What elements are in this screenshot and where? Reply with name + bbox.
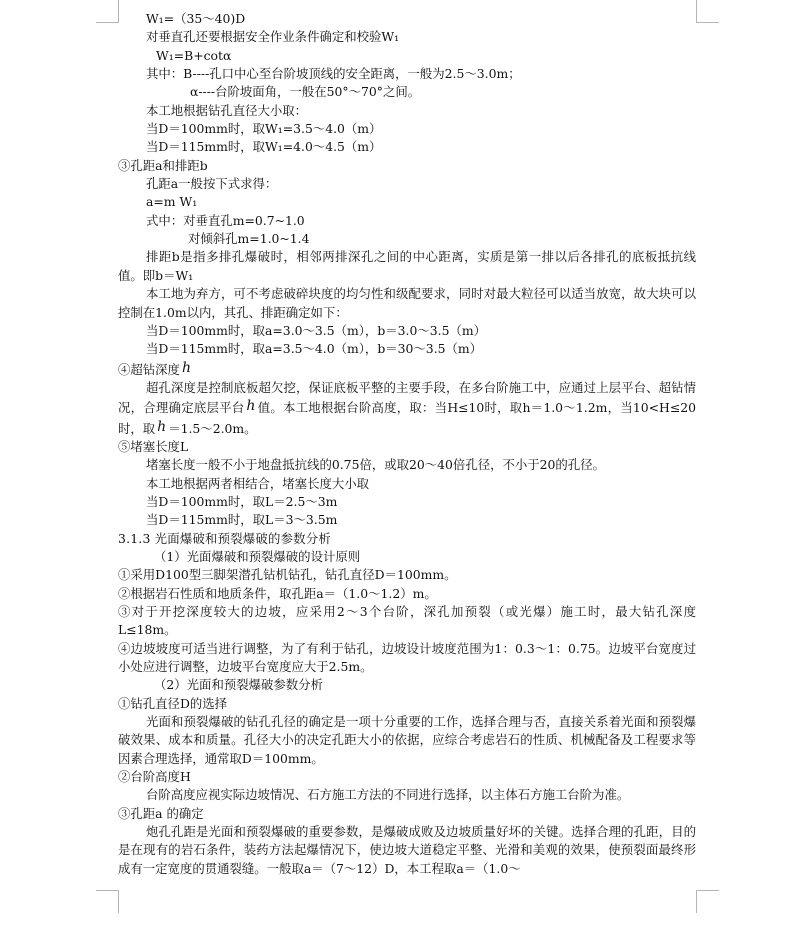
heading-bench-height: ②台阶高度H [118,769,191,785]
paragraph-hole-diameter: 光面和预裂爆破的钻孔孔径的确定是一项十分重要的工作，选择合理与否，直接关系着光面和预裂爆破效果、成本和质量。孔径大小的决定孔距大小的依据，应综合考虑岩石的性质、机械配备及工程要求等因素合理选择，通常取D＝100mm。 [118,714,696,766]
symbol-h: h [246,398,256,415]
text-line: 当D＝100mm时，取L＝2.5～3m [146,493,338,509]
text-line: 对垂直孔还要根据安全作业条件确定和校验W₁ [146,29,400,45]
heading-hole-spacing: ③孔距a和排距b [118,157,208,173]
document-page [118,10,696,878]
paragraph-site-spacing: 本工地为弃方，可不考虑破碎块度的均匀性和级配要求，同时对最大粒径可以适当放宽，故大块可以控制在1.0m以内，其孔、排距确定如下： [118,286,696,320]
heading-hole-diameter: ①钻孔直径D的选择 [118,695,228,711]
text-line: 对倾斜孔m=1.0~1.4 [188,231,310,247]
text-line: 式中：对垂直孔m=0.7~1.0 [146,212,305,228]
text-line: 其中：B----孔口中心至台阶坡顶线的安全距离，一般为2.5～3.0m； [146,66,521,82]
list-item-1: ①采用D100型三脚架潜孔钻机钻孔，钻孔直径D＝100mm。 [118,567,457,583]
heading-subdrill [118,359,696,379]
formula-w1-cot: W₁=B+cotα [156,47,232,63]
list-item-2: ②根据岩石性质和地质条件，取孔距a＝（1.0～1.2）m。 [118,585,437,601]
text-span: ＝1.5～2.0m。 [168,420,257,436]
heading-stemming: ⑤堵塞长度L [118,438,189,454]
text-span: 超孔深度是控制底板超欠挖，保证底板平整的主要手段，在多台阶施工中，应通过上层平台、超钻情况，合理确定底层平台 [118,379,696,416]
text-line: 当D＝100mm时，取W₁=3.5～4.0（m） [146,121,382,137]
paragraph-hole-distance: 炮孔孔距是光面和预裂爆破的重要参数，是爆破成败及边坡质量好坏的关键。选择合理的孔距，目的是在现有的岩石条件，装药方法起爆情况下，使边坡大道稳定平整、光滑和美观的效果，使预裂面最终形成有一定宽度的贯通裂缝。一般取a＝（7～12）D，本工程取a＝（1.0～ [118,824,696,876]
symbol-h: h [181,359,191,376]
subsection-heading-1: （1）光面爆破和预裂爆破的设计原则 [154,548,361,564]
formula-w1-range: W₁=（35～40)D [146,11,246,26]
text-line: 本工地根据钻孔直径大小取： [146,102,308,118]
paragraph-subdrill [118,379,696,438]
formula-a: a=m W₁ [146,194,198,210]
text-line: α----台阶坡面角，一般在50°～70°之间。 [190,84,421,100]
text-line: 当D＝115mm时，取L＝3～3.5m [146,512,338,528]
symbol-h: h [157,418,167,435]
text-line: 当D＝115mm时，取a=3.5～4.0（m），b＝30～3.5（m） [146,341,483,357]
paragraph-bench-height: 台阶高度应视实际边坡情况、石方施工方法的不同进行选择，以主体石方施工台阶为准。 [146,787,630,803]
subsection-heading-2: （2）光面和预裂爆破参数分析 [154,677,323,693]
text-line: 当D＝115mm时，取W₁=4.0～4.5（m） [146,139,382,155]
text-line: 当D＝100mm时，取a=3.0～3.5（m），b＝3.0～3.5（m） [146,322,486,338]
crop-mark-bottom-left [96,890,119,913]
paragraph-row-spacing: 排距b是指多排孔爆破时，相邻两排深孔之间的中心距离，实质是第一排以后各排孔的底板抵抗线值。即b＝W₁ [118,249,696,283]
text-line: 堵塞长度一般不小于地盘抵抗线的0.75倍，或取20～40倍孔径，不小于20的孔径。 [146,457,605,473]
section-heading-3-1-3: 3.1.3 光面爆破和预裂爆破的参数分析 [118,530,331,546]
crop-mark-top-left [96,0,119,23]
crop-mark-top-right [696,0,719,23]
heading-hole-distance: ③孔距a 的确定 [118,805,204,821]
list-item-3: ③对于开挖深度较大的边坡，应采用2～3个台阶，深孔加预裂（或光爆）施工时，最大钻孔深度L≤18m。 [118,604,696,638]
heading-subdrill-label: ④超钻深度 [118,361,180,377]
text-line: 孔距a一般按下式求得： [146,176,278,192]
crop-mark-bottom-right [696,890,719,913]
text-span: 值。本工地根据台阶高度，取：当H≤10时，取h＝1.0～1.2m，当10<H≤20时，取 [118,400,697,436]
list-item-4: ④边坡坡度可适当进行调整，为了有利于钻孔，边坡设计坡度范围为1：0.3～1：0.75。边坡平台宽度过小处应进行调整，边坡平台宽度应大于2.5m。 [118,640,696,675]
text-line: 本工地根据两者相结合，堵塞长度大小取 [146,475,370,491]
